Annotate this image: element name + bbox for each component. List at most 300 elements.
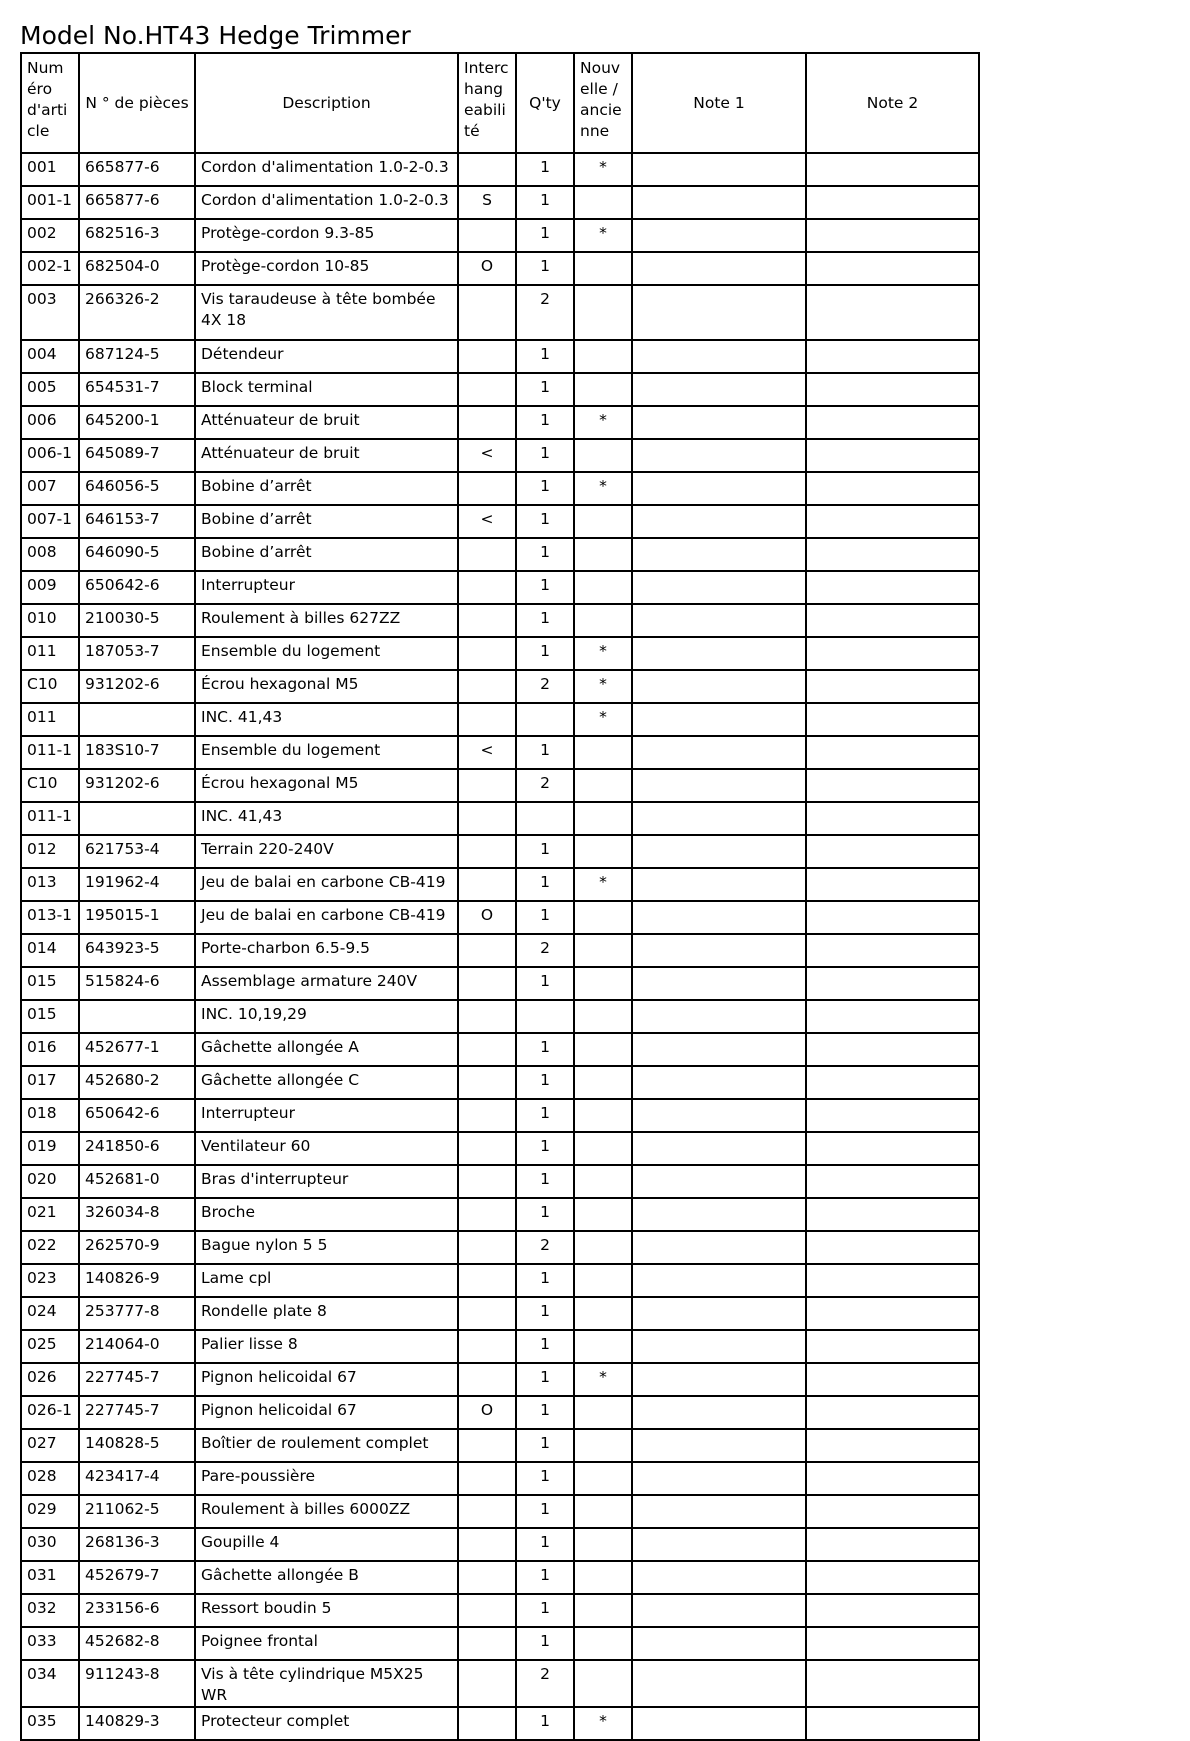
cell-item-number: 015	[21, 1000, 79, 1033]
table-row	[21, 1707, 979, 1740]
cell-note-1	[632, 1033, 806, 1066]
cell-part-number: 326034-8	[79, 1198, 195, 1231]
table-row	[21, 1099, 979, 1132]
cell-interchangeability: S	[458, 186, 516, 219]
table-row	[21, 670, 979, 703]
cell-interchangeability	[458, 571, 516, 604]
cell-item-number: 032	[21, 1594, 79, 1627]
cell-quantity: 1	[516, 637, 574, 670]
cell-part-number: 645200-1	[79, 406, 195, 439]
table-row	[21, 1561, 979, 1594]
cell-interchangeability	[458, 1594, 516, 1627]
cell-note-1	[632, 1363, 806, 1396]
cell-part-number: 452677-1	[79, 1033, 195, 1066]
table-row	[21, 1594, 979, 1627]
cell-part-number	[79, 1000, 195, 1033]
cell-part-number: 187053-7	[79, 637, 195, 670]
cell-quantity: 1	[516, 472, 574, 505]
cell-item-number: 023	[21, 1264, 79, 1297]
cell-new-old	[574, 1660, 632, 1707]
cell-note-2	[806, 934, 979, 967]
cell-new-old: *	[574, 219, 632, 252]
cell-description: Bague nylon 5 5	[195, 1231, 458, 1264]
cell-quantity: 1	[516, 1462, 574, 1495]
table-row	[21, 153, 979, 186]
cell-note-1	[632, 1198, 806, 1231]
cell-note-1	[632, 1627, 806, 1660]
cell-part-number: 646090-5	[79, 538, 195, 571]
cell-note-2	[806, 153, 979, 186]
cell-note-2	[806, 1660, 979, 1707]
table-row	[21, 285, 979, 340]
table-row	[21, 571, 979, 604]
cell-quantity: 1	[516, 1099, 574, 1132]
cell-description: Protège-cordon 9.3-85	[195, 219, 458, 252]
cell-part-number: 452681-0	[79, 1165, 195, 1198]
cell-item-number: 006-1	[21, 439, 79, 472]
cell-item-number: 026-1	[21, 1396, 79, 1429]
cell-description: Poignee frontal	[195, 1627, 458, 1660]
cell-new-old	[574, 1066, 632, 1099]
cell-item-number: 026	[21, 1363, 79, 1396]
cell-item-number: 005	[21, 373, 79, 406]
cell-quantity: 1	[516, 736, 574, 769]
cell-description: Bobine d’arrêt	[195, 505, 458, 538]
cell-note-2	[806, 1231, 979, 1264]
cell-note-2	[806, 1099, 979, 1132]
cell-part-number: 650642-6	[79, 1099, 195, 1132]
header-new-old: Nouvelle / ancienne	[574, 53, 632, 153]
header-part-number: N ° de pièces	[79, 53, 195, 153]
cell-description: Gâchette allongée C	[195, 1066, 458, 1099]
cell-note-2	[806, 901, 979, 934]
cell-interchangeability	[458, 670, 516, 703]
cell-note-1	[632, 472, 806, 505]
cell-description: Assemblage armature 240V	[195, 967, 458, 1000]
cell-quantity: 1	[516, 186, 574, 219]
cell-interchangeability	[458, 1462, 516, 1495]
cell-interchangeability	[458, 1495, 516, 1528]
cell-note-2	[806, 186, 979, 219]
cell-note-2	[806, 703, 979, 736]
cell-new-old: *	[574, 1707, 632, 1740]
cell-quantity: 1	[516, 1132, 574, 1165]
cell-part-number: 452679-7	[79, 1561, 195, 1594]
cell-interchangeability	[458, 373, 516, 406]
table-row	[21, 340, 979, 373]
table-row	[21, 868, 979, 901]
table-row	[21, 835, 979, 868]
cell-item-number: 029	[21, 1495, 79, 1528]
table-row	[21, 1363, 979, 1396]
cell-note-2	[806, 1165, 979, 1198]
cell-item-number: 008	[21, 538, 79, 571]
cell-quantity: 1	[516, 252, 574, 285]
cell-item-number: 012	[21, 835, 79, 868]
cell-description: Interrupteur	[195, 571, 458, 604]
cell-note-1	[632, 769, 806, 802]
cell-note-1	[632, 1495, 806, 1528]
cell-part-number: 140829-3	[79, 1707, 195, 1740]
cell-note-2	[806, 285, 979, 340]
cell-new-old	[574, 1099, 632, 1132]
cell-quantity: 1	[516, 373, 574, 406]
cell-part-number: 195015-1	[79, 901, 195, 934]
cell-item-number: 017	[21, 1066, 79, 1099]
cell-quantity	[516, 802, 574, 835]
header-row	[21, 53, 979, 153]
cell-new-old	[574, 1198, 632, 1231]
cell-new-old	[574, 1462, 632, 1495]
cell-description: Protège-cordon 10-85	[195, 252, 458, 285]
cell-note-1	[632, 505, 806, 538]
cell-new-old	[574, 285, 632, 340]
cell-interchangeability	[458, 472, 516, 505]
cell-interchangeability	[458, 219, 516, 252]
cell-part-number	[79, 802, 195, 835]
cell-part-number: 645089-7	[79, 439, 195, 472]
cell-note-2	[806, 1707, 979, 1740]
cell-new-old	[574, 967, 632, 1000]
table-body	[21, 153, 979, 1740]
cell-quantity: 1	[516, 1198, 574, 1231]
cell-item-number: 031	[21, 1561, 79, 1594]
cell-part-number: 227745-7	[79, 1363, 195, 1396]
cell-note-2	[806, 219, 979, 252]
cell-note-1	[632, 153, 806, 186]
cell-new-old	[574, 736, 632, 769]
cell-interchangeability	[458, 1330, 516, 1363]
header-note-2: Note 2	[806, 53, 979, 153]
cell-part-number: 646153-7	[79, 505, 195, 538]
cell-new-old	[574, 439, 632, 472]
header-note-1: Note 1	[632, 53, 806, 153]
cell-quantity: 1	[516, 340, 574, 373]
cell-interchangeability: O	[458, 901, 516, 934]
cell-part-number: 682504-0	[79, 252, 195, 285]
cell-note-2	[806, 604, 979, 637]
table-row	[21, 1627, 979, 1660]
cell-quantity: 1	[516, 219, 574, 252]
cell-item-number: 007-1	[21, 505, 79, 538]
cell-interchangeability	[458, 538, 516, 571]
cell-quantity: 1	[516, 406, 574, 439]
cell-description: Ensemble du logement	[195, 637, 458, 670]
cell-new-old: *	[574, 1363, 632, 1396]
cell-note-1	[632, 252, 806, 285]
cell-note-1	[632, 1561, 806, 1594]
cell-item-number: 018	[21, 1099, 79, 1132]
table-row	[21, 769, 979, 802]
cell-interchangeability	[458, 1561, 516, 1594]
cell-description: Roulement à billes 627ZZ	[195, 604, 458, 637]
table-row	[21, 252, 979, 285]
cell-quantity	[516, 1000, 574, 1033]
cell-quantity: 1	[516, 835, 574, 868]
cell-interchangeability	[458, 153, 516, 186]
cell-interchangeability	[458, 934, 516, 967]
cell-quantity: 1	[516, 439, 574, 472]
cell-new-old	[574, 1495, 632, 1528]
header-quantity: Q'ty	[516, 53, 574, 153]
cell-new-old	[574, 505, 632, 538]
cell-quantity: 1	[516, 1495, 574, 1528]
cell-new-old	[574, 901, 632, 934]
cell-description: Broche	[195, 1198, 458, 1231]
cell-item-number: 002-1	[21, 252, 79, 285]
cell-description: Boîtier de roulement complet	[195, 1429, 458, 1462]
cell-part-number: 687124-5	[79, 340, 195, 373]
table-row	[21, 406, 979, 439]
cell-new-old	[574, 538, 632, 571]
cell-note-2	[806, 1627, 979, 1660]
table-row	[21, 1330, 979, 1363]
cell-new-old	[574, 1297, 632, 1330]
cell-new-old	[574, 934, 632, 967]
cell-note-1	[632, 736, 806, 769]
table-row	[21, 219, 979, 252]
cell-note-2	[806, 1363, 979, 1396]
cell-description: Ventilateur 60	[195, 1132, 458, 1165]
cell-note-2	[806, 1297, 979, 1330]
cell-note-1	[632, 604, 806, 637]
table-row	[21, 1297, 979, 1330]
cell-new-old	[574, 340, 632, 373]
table-row	[21, 538, 979, 571]
cell-quantity: 1	[516, 1627, 574, 1660]
cell-part-number: 621753-4	[79, 835, 195, 868]
cell-note-1	[632, 802, 806, 835]
cell-item-number: 034	[21, 1660, 79, 1707]
cell-part-number: 682516-3	[79, 219, 195, 252]
cell-part-number: 233156-6	[79, 1594, 195, 1627]
cell-note-2	[806, 1396, 979, 1429]
table-row	[21, 1396, 979, 1429]
cell-interchangeability: O	[458, 252, 516, 285]
cell-interchangeability	[458, 1660, 516, 1707]
cell-note-2	[806, 1561, 979, 1594]
table-row	[21, 934, 979, 967]
cell-part-number: 646056-5	[79, 472, 195, 505]
cell-item-number: 033	[21, 1627, 79, 1660]
cell-part-number: 650642-6	[79, 571, 195, 604]
cell-new-old	[574, 252, 632, 285]
cell-new-old	[574, 186, 632, 219]
cell-item-number: 035	[21, 1707, 79, 1740]
cell-item-number: 003	[21, 285, 79, 340]
cell-note-2	[806, 538, 979, 571]
cell-description: Protecteur complet	[195, 1707, 458, 1740]
cell-interchangeability	[458, 1528, 516, 1561]
cell-interchangeability	[458, 406, 516, 439]
table-row	[21, 901, 979, 934]
cell-interchangeability	[458, 1429, 516, 1462]
cell-item-number: 010	[21, 604, 79, 637]
cell-note-2	[806, 802, 979, 835]
cell-new-old	[574, 1033, 632, 1066]
cell-note-2	[806, 1594, 979, 1627]
cell-quantity: 1	[516, 1165, 574, 1198]
table-row	[21, 1198, 979, 1231]
cell-note-2	[806, 505, 979, 538]
cell-note-2	[806, 1033, 979, 1066]
cell-item-number: 022	[21, 1231, 79, 1264]
cell-interchangeability: <	[458, 736, 516, 769]
cell-description: Palier lisse 8	[195, 1330, 458, 1363]
cell-interchangeability	[458, 1066, 516, 1099]
cell-part-number: 515824-6	[79, 967, 195, 1000]
cell-description: INC. 41,43	[195, 802, 458, 835]
cell-new-old	[574, 1165, 632, 1198]
cell-note-1	[632, 1132, 806, 1165]
table-header	[21, 53, 979, 153]
cell-interchangeability	[458, 967, 516, 1000]
cell-interchangeability	[458, 802, 516, 835]
cell-quantity	[516, 703, 574, 736]
cell-new-old	[574, 1264, 632, 1297]
cell-part-number: 931202-6	[79, 670, 195, 703]
cell-part-number: 214064-0	[79, 1330, 195, 1363]
cell-new-old: *	[574, 406, 632, 439]
cell-note-1	[632, 1594, 806, 1627]
cell-part-number: 665877-6	[79, 186, 195, 219]
cell-item-number: 013-1	[21, 901, 79, 934]
cell-description: Roulement à billes 6000ZZ	[195, 1495, 458, 1528]
table-row	[21, 1264, 979, 1297]
cell-description: Jeu de balai en carbone CB-419	[195, 901, 458, 934]
cell-part-number: 140826-9	[79, 1264, 195, 1297]
cell-note-2	[806, 637, 979, 670]
cell-description: Pignon helicoidal 67	[195, 1363, 458, 1396]
cell-note-1	[632, 934, 806, 967]
table-row	[21, 186, 979, 219]
cell-part-number: 253777-8	[79, 1297, 195, 1330]
cell-note-1	[632, 1330, 806, 1363]
cell-quantity: 1	[516, 1363, 574, 1396]
cell-item-number: 020	[21, 1165, 79, 1198]
cell-note-1	[632, 1429, 806, 1462]
cell-part-number: 423417-4	[79, 1462, 195, 1495]
cell-item-number: 007	[21, 472, 79, 505]
cell-description: Gâchette allongée A	[195, 1033, 458, 1066]
cell-note-2	[806, 406, 979, 439]
cell-note-1	[632, 1000, 806, 1033]
cell-interchangeability	[458, 703, 516, 736]
cell-new-old: *	[574, 153, 632, 186]
table-row	[21, 1165, 979, 1198]
cell-description: Lame cpl	[195, 1264, 458, 1297]
cell-item-number: 019	[21, 1132, 79, 1165]
cell-quantity: 1	[516, 604, 574, 637]
cell-item-number: C10	[21, 670, 79, 703]
cell-note-2	[806, 868, 979, 901]
table-row	[21, 1066, 979, 1099]
cell-note-2	[806, 1198, 979, 1231]
table-row	[21, 802, 979, 835]
cell-note-2	[806, 571, 979, 604]
cell-quantity: 1	[516, 1707, 574, 1740]
cell-new-old	[574, 1627, 632, 1660]
cell-interchangeability	[458, 835, 516, 868]
cell-item-number: C10	[21, 769, 79, 802]
cell-note-2	[806, 1495, 979, 1528]
cell-note-1	[632, 901, 806, 934]
cell-note-1	[632, 967, 806, 1000]
cell-item-number: 021	[21, 1198, 79, 1231]
cell-part-number: 210030-5	[79, 604, 195, 637]
cell-new-old	[574, 1000, 632, 1033]
cell-item-number: 024	[21, 1297, 79, 1330]
cell-new-old	[574, 571, 632, 604]
cell-note-1	[632, 835, 806, 868]
cell-item-number: 011-1	[21, 736, 79, 769]
cell-note-1	[632, 1264, 806, 1297]
cell-new-old	[574, 1561, 632, 1594]
cell-note-1	[632, 670, 806, 703]
cell-description: Porte-charbon 6.5-9.5	[195, 934, 458, 967]
table-row	[21, 1000, 979, 1033]
cell-note-1	[632, 1231, 806, 1264]
cell-new-old	[574, 769, 632, 802]
cell-part-number: 268136-3	[79, 1528, 195, 1561]
cell-note-2	[806, 1330, 979, 1363]
cell-description: Vis à tête cylindrique M5X25 WR	[195, 1660, 458, 1707]
cell-quantity: 1	[516, 1429, 574, 1462]
cell-quantity: 1	[516, 901, 574, 934]
cell-new-old: *	[574, 472, 632, 505]
cell-note-1	[632, 1396, 806, 1429]
cell-interchangeability	[458, 1000, 516, 1033]
cell-part-number: 931202-6	[79, 769, 195, 802]
header-interchangeability: Interchangeabilité	[458, 53, 516, 153]
cell-part-number: 911243-8	[79, 1660, 195, 1707]
cell-description: Jeu de balai en carbone CB-419	[195, 868, 458, 901]
cell-part-number: 643923-5	[79, 934, 195, 967]
cell-description: Écrou hexagonal M5	[195, 769, 458, 802]
cell-part-number: 452680-2	[79, 1066, 195, 1099]
cell-note-1	[632, 538, 806, 571]
cell-item-number: 011	[21, 703, 79, 736]
cell-item-number: 011	[21, 637, 79, 670]
cell-part-number: 211062-5	[79, 1495, 195, 1528]
cell-note-1	[632, 1462, 806, 1495]
cell-note-1	[632, 340, 806, 373]
cell-quantity: 1	[516, 1066, 574, 1099]
cell-item-number: 016	[21, 1033, 79, 1066]
table-row	[21, 1528, 979, 1561]
table-row	[21, 736, 979, 769]
cell-note-1	[632, 703, 806, 736]
table-row	[21, 1660, 979, 1707]
cell-quantity: 1	[516, 153, 574, 186]
cell-item-number: 030	[21, 1528, 79, 1561]
cell-description: Pignon helicoidal 67	[195, 1396, 458, 1429]
header-item-number: Numéro d'article	[21, 53, 79, 153]
table-row	[21, 1132, 979, 1165]
cell-description: Cordon d'alimentation 1.0-2-0.3	[195, 153, 458, 186]
cell-description: Ressort boudin 5	[195, 1594, 458, 1627]
cell-interchangeability	[458, 1297, 516, 1330]
cell-new-old	[574, 1231, 632, 1264]
cell-interchangeability	[458, 769, 516, 802]
cell-interchangeability	[458, 1132, 516, 1165]
cell-description: Rondelle plate 8	[195, 1297, 458, 1330]
cell-item-number: 025	[21, 1330, 79, 1363]
cell-interchangeability	[458, 1099, 516, 1132]
cell-quantity: 1	[516, 1297, 574, 1330]
cell-interchangeability	[458, 1707, 516, 1740]
cell-description: Bras d'interrupteur	[195, 1165, 458, 1198]
